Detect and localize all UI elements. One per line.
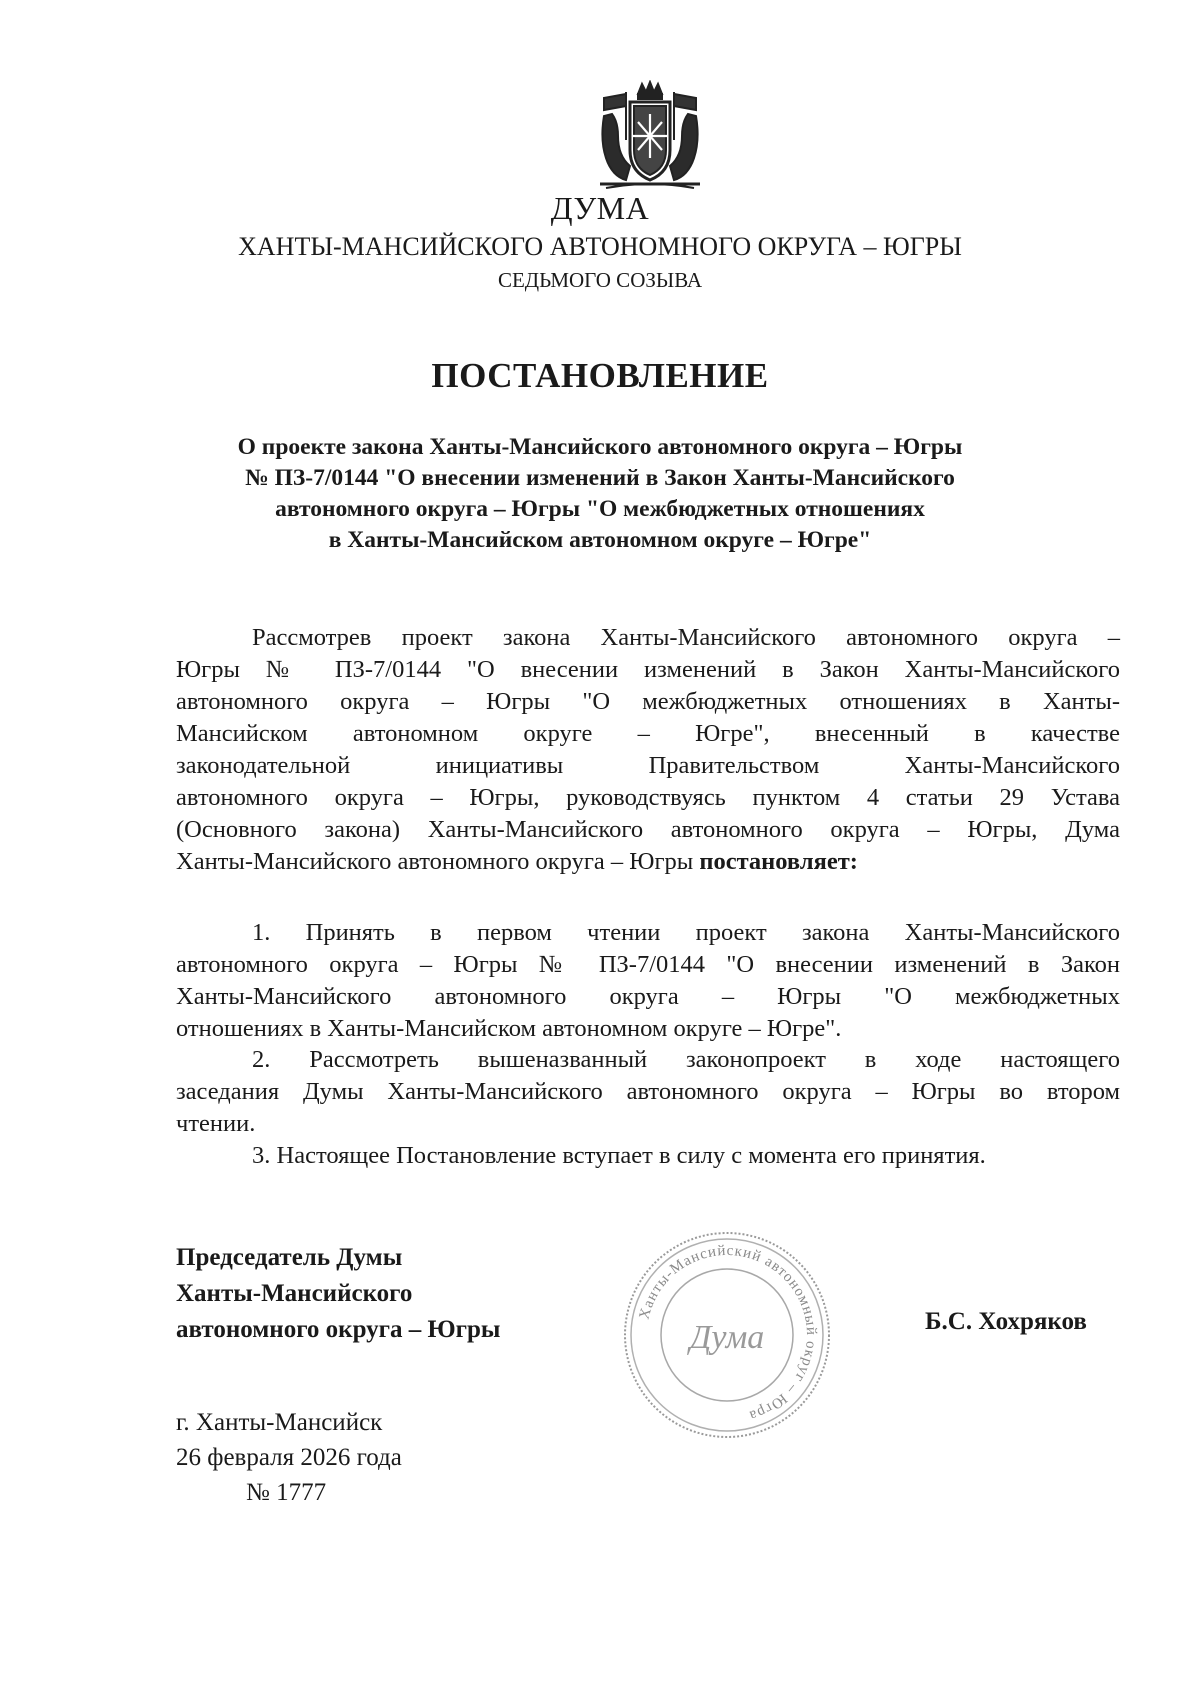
- seal-center-text: Дума: [689, 1319, 765, 1356]
- resolution-item-2: [176, 1044, 1120, 1140]
- subject-line: О проекте закона Ханты-Мансийского автономного округа – Югры: [237, 434, 963, 460]
- paragraph-line: Рассмотрев проект закона Ханты-Мансийского автономного округа –: [252, 624, 1120, 651]
- signatory-title-line: автономного округа – Югры: [176, 1316, 501, 1343]
- paragraph-line: 3. Настоящее Постановление вступает в силу с момента его принятия.: [252, 1142, 986, 1169]
- paragraph-line: [176, 846, 1120, 878]
- signatory-title-line: Ханты-Мансийского: [176, 1280, 413, 1307]
- coat-of-arms-icon: [596, 80, 704, 192]
- paragraph-line: (Основного закона) Ханты-Мансийского автономного округа – Югры, Дума: [176, 816, 1120, 843]
- city: г. Ханты-Мансийск: [176, 1409, 383, 1436]
- paragraph-line: автономного округа – Югры № ПЗ-7/0144 "О внесении изменений в Закон: [176, 951, 1120, 978]
- convocation: СЕДЬМОГО СОЗЫВА: [497, 268, 703, 292]
- place-date-block: [176, 1405, 402, 1510]
- document-type: ПОСТАНОВЛЕНИЕ: [431, 356, 769, 395]
- paragraph-line: Югры № ПЗ-7/0144 "О внесении изменений в Закон Ханты-Мансийского: [176, 656, 1120, 683]
- subject-line: № ПЗ-7/0144 "О внесении изменений в Закон Ханты-Мансийского: [245, 465, 955, 491]
- paragraph-line: отношениях в Ханты-Мансийском автономном округе – Югре".: [176, 1015, 842, 1042]
- paragraph-line: 2. Рассмотреть вышеназванный законопроект в ходе настоящего: [252, 1046, 1120, 1073]
- signatory-title: [176, 1240, 500, 1348]
- subject-line: автономного округа – Югры "О межбюджетных отношениях: [275, 496, 925, 522]
- paragraph-line: автономного округа – Югры, руководствуясь пунктом 4 статьи 29 Устава: [176, 784, 1120, 811]
- paragraph-line: заседания Думы Ханты-Мансийского автономного округа – Югры во втором: [176, 1078, 1120, 1105]
- paragraph-line: чтении.: [176, 1110, 256, 1137]
- org-title: ДУМА: [550, 190, 650, 226]
- paragraph-line: законодательной инициативы Правительством Ханты-Мансийского: [176, 752, 1120, 779]
- resolves-keyword: постановляет:: [699, 848, 858, 875]
- paragraph-line: 1. Принять в первом чтении проект закона Ханты-Мансийского: [252, 919, 1120, 946]
- signatory-title-line: Председатель Думы: [176, 1244, 403, 1271]
- paragraph-line: Ханты-Мансийского автономного округа – Югры "О межбюджетных: [176, 983, 1120, 1010]
- document-date: 26 февраля 2026 года: [176, 1444, 402, 1471]
- paragraph-line: автономного округа – Югры "О межбюджетных отношениях в Ханты-: [176, 688, 1120, 715]
- resolution-item-1: [176, 917, 1120, 1045]
- official-seal: [620, 1228, 834, 1442]
- document-subject: [150, 432, 1050, 556]
- preamble-text: Ханты-Мансийского автономного округа – Югры: [176, 848, 700, 875]
- paragraph-line: Мансийском автономном округе – Югре", внесенный в качестве: [176, 720, 1120, 747]
- seal-ring-text: Ханты-Мансийский автономный округ – Югра: [636, 1242, 820, 1424]
- preamble-paragraph: [176, 622, 1120, 878]
- signatory-name: Б.С. Хохряков: [925, 1308, 1087, 1335]
- resolution-item-3: [176, 1140, 1120, 1172]
- document-number: № 1777: [246, 1479, 327, 1506]
- org-region: ХАНТЫ-МАНСИЙСКОГО АВТОНОМНОГО ОКРУГА – ЮГРЫ: [238, 232, 962, 261]
- subject-line: в Ханты-Мансийском автономном округе – Югре": [328, 527, 872, 553]
